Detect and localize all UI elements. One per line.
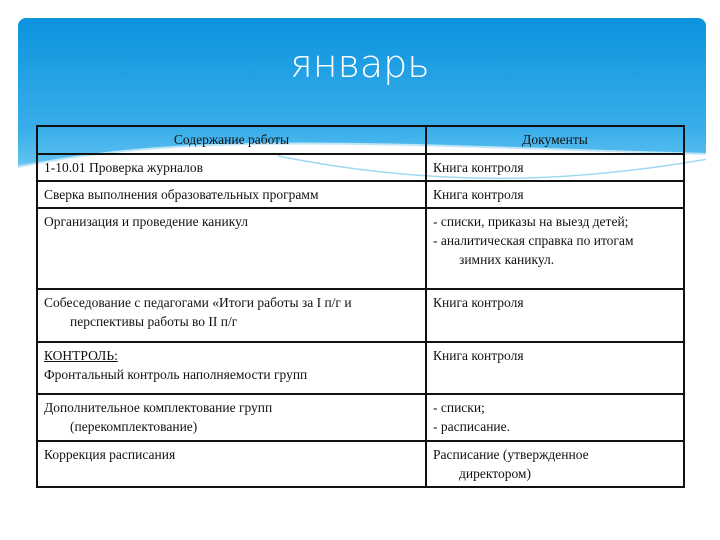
table-row <box>37 154 684 181</box>
table-row <box>37 394 684 441</box>
docs-text: зимних каникул. <box>459 252 555 267</box>
header-work: Содержание работы <box>37 126 426 154</box>
docs-text: - аналитическая справка по итогам <box>433 233 634 248</box>
work-text: Организация и проведение каникул <box>44 214 249 229</box>
table-row <box>37 208 684 289</box>
work-text: (перекомплектование) <box>70 419 198 434</box>
work-text: Сверка выполнения образовательных программ <box>44 187 319 202</box>
work-text: Дополнительное комплектование групп <box>44 400 273 415</box>
work-plan-table <box>36 125 685 488</box>
table-header-row <box>37 126 684 154</box>
control-label: КОНТРОЛЬ: <box>44 348 118 363</box>
docs-text: Книга контроля <box>433 160 524 175</box>
table-row <box>37 342 684 394</box>
docs-text: директором) <box>459 466 531 481</box>
work-text: перспективы работы во II п/г <box>70 314 238 329</box>
docs-text: Расписание (утвержденное <box>433 447 589 462</box>
table-row <box>37 289 684 342</box>
docs-text: Книга контроля <box>433 295 524 310</box>
header-documents: Документы <box>426 126 684 154</box>
docs-text: - расписание. <box>433 419 511 434</box>
docs-text: Книга контроля <box>433 187 524 202</box>
work-text: Коррекция расписания <box>44 447 176 462</box>
work-text: Собеседование с педагогами «Итоги работы за I п/г и <box>44 295 352 310</box>
docs-text: - списки, приказы на выезд детей; <box>433 214 629 229</box>
docs-text: - списки; <box>433 400 485 415</box>
table-row <box>37 441 684 487</box>
table-row <box>37 181 684 208</box>
slide-title: январь <box>290 42 430 86</box>
docs-text: Книга контроля <box>433 348 524 363</box>
work-text: Фронтальный контроль наполняемости групп <box>44 367 308 382</box>
work-text: 1-10.01 Проверка журналов <box>44 160 204 175</box>
